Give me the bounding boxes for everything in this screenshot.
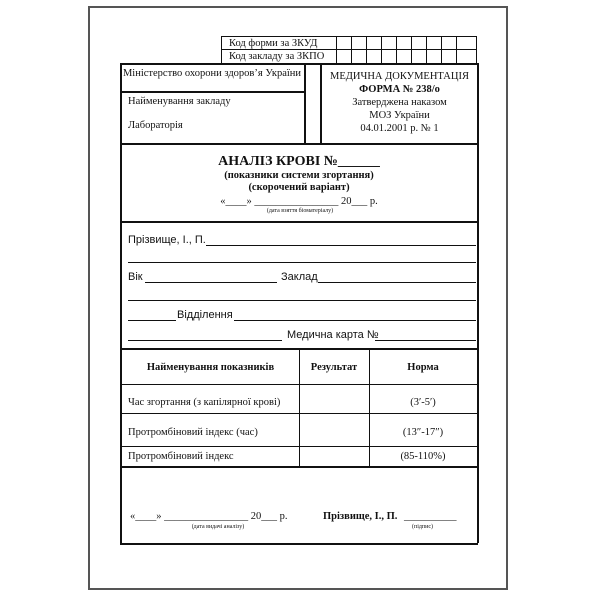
medical-card-label: Медична карта № xyxy=(287,329,379,341)
code-cell xyxy=(476,37,477,63)
zkpo-label: Код закладу за ЗКПО xyxy=(229,51,325,62)
table-row-name: Протромбіновий індекс xyxy=(128,451,234,462)
department-prefix-line[interactable] xyxy=(128,320,176,321)
table-header-border xyxy=(120,384,478,385)
institution-label: Найменування закладу xyxy=(128,96,231,107)
header-divider xyxy=(304,63,306,143)
laboratory-label: Лабораторія xyxy=(128,120,183,131)
zkud-label: Код форми за ЗКУД xyxy=(229,38,318,49)
card-prefix-line[interactable] xyxy=(128,340,282,341)
body-bottom-border xyxy=(120,543,478,545)
table-row-norm: (85-110%) xyxy=(400,451,446,462)
department-line[interactable] xyxy=(234,320,476,321)
code-cell xyxy=(411,37,412,63)
collection-date-caption: (дата взяття біоматеріалу) xyxy=(266,208,334,214)
title-top-border xyxy=(120,143,478,145)
code-cell xyxy=(336,37,337,63)
table-row-norm: (3′-5′) xyxy=(410,397,436,408)
table-header-norm: Норма xyxy=(407,362,439,373)
code-cell xyxy=(441,37,442,63)
header-split xyxy=(120,91,304,93)
signer-name-label: Прізвище, І., П. xyxy=(323,511,398,522)
issue-date-caption: (дата видачі аналізу) xyxy=(191,524,245,530)
code-cell xyxy=(426,37,427,63)
code-box-top-border xyxy=(221,36,477,37)
approved-line1: Затверджена наказом xyxy=(352,97,447,108)
approved-line2: МОЗ України xyxy=(369,110,430,121)
title-subtitle-2: (скорочений варіант) xyxy=(248,182,350,193)
table-row-name: Протромбіновий індекс (час) xyxy=(128,427,258,438)
patient-name-line[interactable] xyxy=(206,245,476,246)
collection-date-line: «____» ________________ 20___ р. xyxy=(220,196,378,207)
header-right-border xyxy=(477,63,479,143)
ministry-name: Міністерство охорони здоров’я України xyxy=(122,68,302,79)
med-doc-label: МЕДИЧНА ДОКУМЕНТАЦІЯ xyxy=(330,71,469,82)
signature-caption: (підпис) xyxy=(412,524,434,530)
code-cell xyxy=(396,37,397,63)
table-row-border xyxy=(120,413,478,414)
approved-date: 04.01.2001 р. № 1 xyxy=(360,123,439,134)
analysis-title: АНАЛІЗ КРОВІ №______ xyxy=(218,154,380,169)
patient-name-line-2[interactable] xyxy=(128,262,476,263)
institution-line-2[interactable] xyxy=(128,300,476,301)
body-right-border xyxy=(477,143,479,543)
code-box-left-border xyxy=(221,36,222,63)
header-top-border xyxy=(120,63,478,65)
table-bottom-border xyxy=(120,466,478,468)
title-subtitle-1: (показники системи згортання) xyxy=(224,170,374,181)
age-line[interactable] xyxy=(145,282,277,283)
code-cell xyxy=(366,37,367,63)
issue-date-line: «____» ________________ 20___ р. xyxy=(130,511,288,522)
table-row-border xyxy=(120,446,478,447)
department-label: Відділення xyxy=(177,309,233,321)
table-header-name: Найменування показників xyxy=(146,362,275,373)
table-row-norm: (13″-17″) xyxy=(402,427,444,438)
form-number: ФОРМА № 238/о xyxy=(359,84,440,95)
signature-blank[interactable]: __________ xyxy=(404,511,457,522)
institution-line[interactable] xyxy=(318,282,476,283)
age-label: Вік xyxy=(128,271,143,283)
institution-field-label: Заклад xyxy=(281,271,318,283)
medical-card-line[interactable] xyxy=(375,340,476,341)
patient-name-label: Прізвище, І., П. xyxy=(128,234,206,246)
code-cell xyxy=(351,37,352,63)
code-cell xyxy=(456,37,457,63)
title-bottom-border xyxy=(120,221,478,223)
table-row-name: Час згортання (з капілярної крові) xyxy=(128,397,281,408)
code-cell xyxy=(381,37,382,63)
table-header-result: Результат xyxy=(310,362,358,373)
